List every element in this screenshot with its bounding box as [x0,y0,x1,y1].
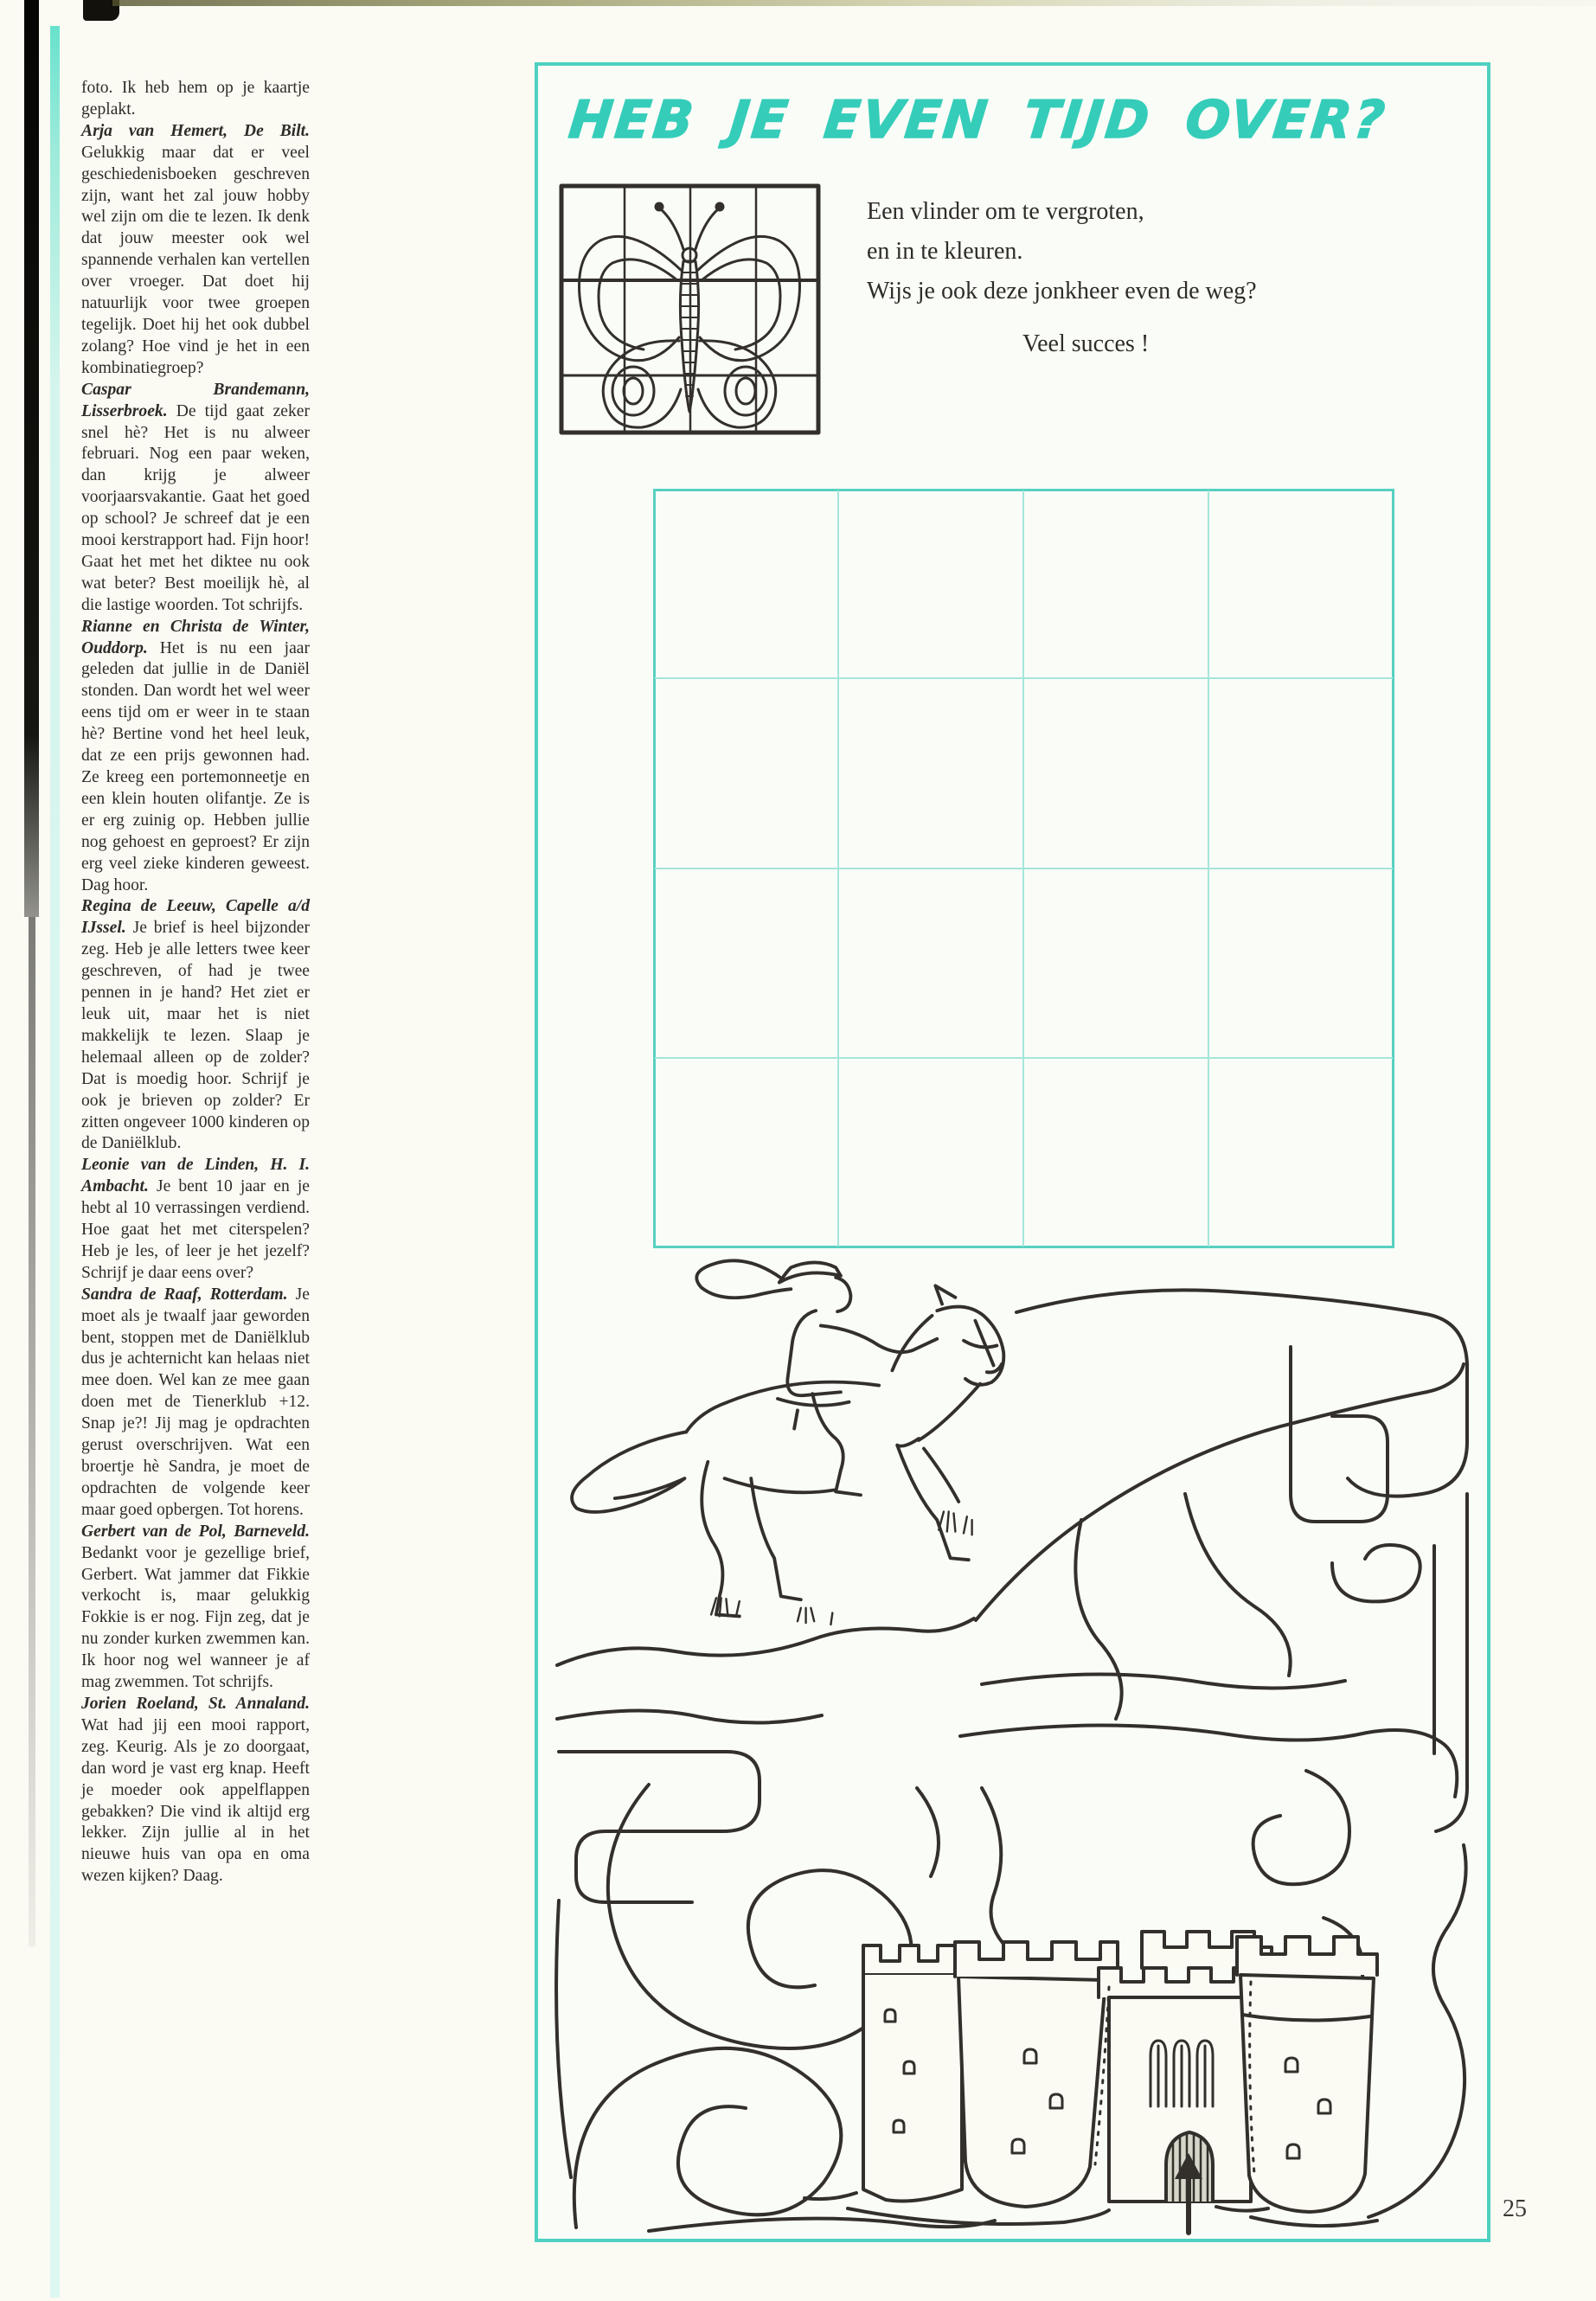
scan-top-edge [112,0,1596,6]
letter-sender: Caspar Brandemann, Lisserbroek. [81,380,310,420]
butterfly-grid-illustration [559,183,821,435]
letter-body: Je bent 10 jaar en je hebt al 10 verrassingen verdiend. Hoe gaat het met citerspelen? Heb je les, of leer je het jezelf? Schrijf je daar eens over? [81,1177,310,1282]
castle-figure [804,1932,1377,2226]
letter-body: Je moet als je twaalf jaar geworden bent, stoppen met de Daniëlklub dus je achternicht kan helaas niet mee doen. Wel kan ze mee gaan doen met de Tienerklub +12. Snap je?! Jij mag je opdrachten gerust overschrijven. Wat een broertje hè Sandra, je moet de opdrachten de volgende keer maar goed opbergen. Tot horens. [81,1285,310,1519]
success-note: Veel succes ! [1022,330,1150,357]
letter-paragraph [81,1155,310,1284]
letter-sender: Arja van Hemert, De Bilt. [81,121,310,140]
knight-figure [572,1260,1003,1625]
letter-body: Wat had jij een mooi rapport, zeg. Keurig. Als je zo doorgaat, dan word je vast erg knap. Heeft je moeder ook appelflappen gebakken? Die vind ik altijd erg lekker. Zijn jullie al in het nieuwe huis van opa en oma wezen kijken? Daag. [81,1715,310,1886]
letters-column [81,78,310,1888]
letter-sender: Gerbert van de Pol, Barneveld. [81,1522,310,1541]
letter-sender: Sandra de Raaf, Rotterdam. [81,1285,288,1304]
letter-paragraph [81,380,310,617]
activity-box [535,62,1490,2242]
page-number: 25 [1503,2195,1527,2222]
letter-sender: Rianne en Christa de Winter, Ouddorp. [81,617,310,657]
activity-instructions [867,192,1438,311]
letter-body: Gelukkig maar dat er veel geschiedenisboeken geschreven zijn, want het zal jouw hobby wel zijn om die te lezen. Ik denk dat jouw meester ook wel spannende verhalen kan vertellen over vroeger. Dat doet hij natuurlijk voor twee groepen tegelijk. Doet hij het ook dubbel zolang? Hoe vind je het in een kombinatiegroep? [81,143,310,377]
enlargement-grid [653,489,1394,1248]
instruction-line: en in te kleuren. [867,238,1023,265]
letter-sender: Leonie van de Linden, H. I. Ambacht. [81,1156,310,1196]
scan-edge-bar-faint [29,917,35,1946]
letter-body: Het is nu een jaar geleden dat jullie in de Daniël stonden. Dan wordt het wel weer eens tijd om er weer in te staan hè? Bertine vond het heel leuk, dat ze een prijs gewonnen had. Ze kreeg een portemonneetje en een klein houten olifantje. Ze is er erg zuinig op. Hebben jullie nog gehoest en geproest? Er zijn erg veel zieke kinderen geweest. Dag hoor. [81,638,310,894]
letter-continuation: foto. Ik heb hem op je kaartje geplakt. [81,79,310,119]
letter-paragraph [81,1285,310,1522]
letter-paragraph [81,121,310,380]
letter-paragraph [81,617,310,897]
letter-body: Je brief is heel bijzonder zeg. Heb je alle letters twee keer geschreven, of had je twee pennen in je hand? Het ziet er leuk uit, maar het is niet makkelijk te lezen. Slaap je helemaal alleen op de zolder? Dat is moedig hoor. Schrijf je ook je brieven op zolder? Er zitten ongeveer 1000 kinderen op de Daniëlklub. [81,919,310,1153]
letter-body: De tijd gaat zeker snel hè? Het is nu alweer februari. Nog een paar weken, dan krijg je alweer voorjaarsvakantie. Gaat het goed op school? Je schreef dat je een mooi kerstrapport had. Fijn hoor! Gaat het met het diktee nu ook wat beter? Best moeilijk hè, al die lastige woorden. Tot schrijfs. [81,401,310,614]
letter-sender: Jorien Roeland, St. Annaland. [81,1694,310,1713]
instruction-line: Wijs je ook deze jonkheer even de weg? [867,278,1257,304]
scan-edge-bar [24,0,39,917]
column-rule [50,26,60,2298]
instruction-line: Een vlinder om te vergroten, [867,198,1144,225]
letter-paragraph [81,1522,310,1694]
activity-title: HEB JE EVEN TIJD OVER? [566,90,1390,151]
letter-body: Bedankt voor je gezellige brief, Gerbert. Wat jammer dat Fikkie verkocht is, maar gelukkig Fokkie is er nog. Fijn zeg, dat je nu zonder kurken zwemmen kan. Ik hoor nog wel wanneer je af mag zwemmen. Tot schrijfs. [81,1543,310,1692]
letter-paragraph [81,1694,310,1888]
letter-sender: Regina de Leeuw, Capelle a/d IJssel. [81,897,310,938]
maze-illustration [545,1234,1484,2236]
letter-paragraph [81,896,310,1155]
